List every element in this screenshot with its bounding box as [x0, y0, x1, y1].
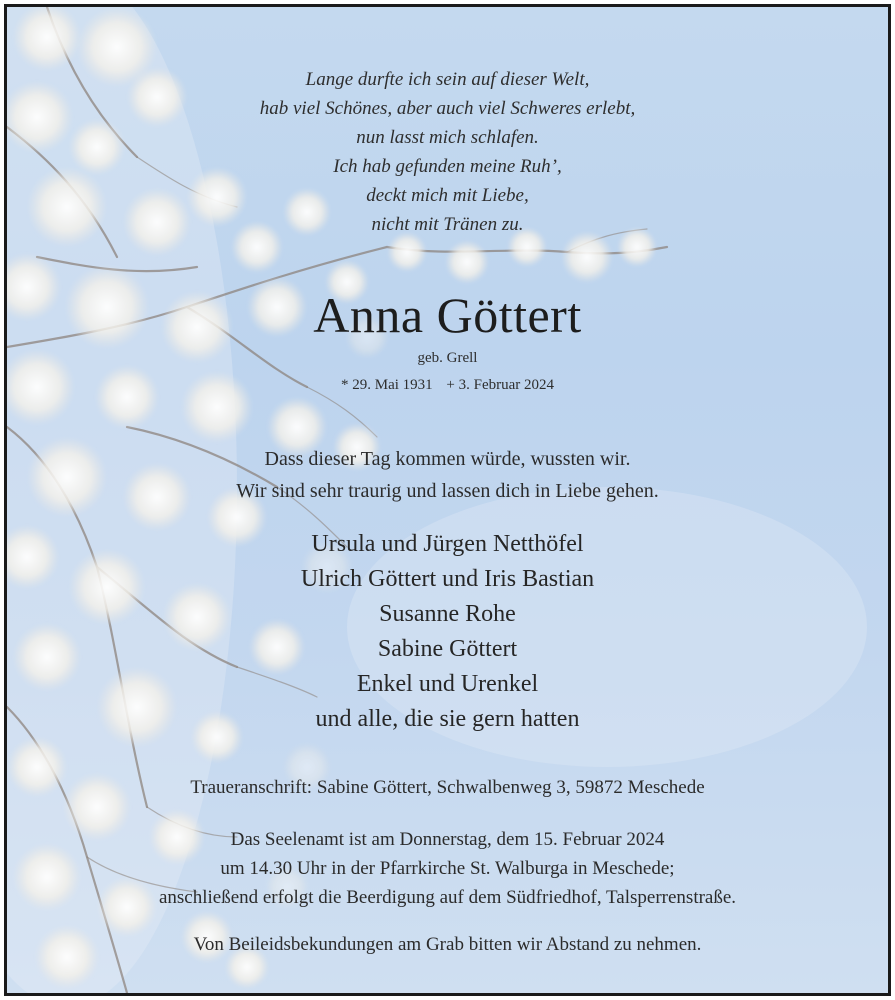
mourner: Enkel und Urenkel [356, 671, 539, 697]
farewell-saying [7, 443, 888, 507]
mourner: Ursula und Jürgen Netthöfel [311, 531, 584, 557]
birth-name: geb. Grell [417, 350, 478, 366]
poem-line: nicht mit Tränen zu. [371, 214, 524, 235]
mourner: Sabine Göttert [377, 636, 518, 662]
mourners-list [7, 527, 888, 737]
mourner: Ulrich Göttert und Iris Bastian [300, 566, 595, 592]
mourner: Susanne Rohe [379, 601, 516, 627]
obituary-notice [4, 4, 891, 996]
poem-line: Lange durfte ich sein auf dieser Welt, [305, 69, 590, 90]
deceased-name: Anna Göttert [313, 287, 582, 343]
poem-line: hab viel Schönes, aber auch viel Schweres erlebt, [259, 98, 636, 119]
birth-date: * 29. Mai 1931 [340, 377, 433, 393]
service-line: anschließend erfolgt die Beerdigung auf dem Südfriedhof, Talsperrenstraße. [158, 887, 737, 908]
condolence-request: Von Beileidsbekundungen am Grab bitten wir Abstand zu nehmen. [193, 934, 702, 955]
funeral-service-info [7, 825, 888, 912]
poem-line: Ich hab gefunden meine Ruh’, [333, 156, 562, 177]
poem-line: nun lasst mich schlafen. [356, 127, 539, 148]
saying-line: Wir sind sehr traurig und lassen dich in Liebe gehen. [236, 480, 659, 502]
death-date: + 3. Februar 2024 [446, 377, 555, 393]
mourning-address: Traueranschrift: Sabine Göttert, Schwalbenweg 3, 59872 Meschede [190, 777, 705, 798]
service-line: Das Seelenamt ist am Donnerstag, dem 15. Februar 2024 [230, 829, 665, 850]
life-dates [7, 375, 888, 395]
poem-line: deckt mich mit Liebe, [366, 185, 529, 206]
notice-content [7, 7, 888, 993]
poem [7, 65, 888, 239]
mourner: und alle, die sie gern hatten [315, 706, 580, 732]
saying-line: Dass dieser Tag kommen würde, wussten wir. [264, 448, 631, 470]
service-line: um 14.30 Uhr in der Pfarrkirche St. Walburga in Meschede; [220, 858, 675, 879]
